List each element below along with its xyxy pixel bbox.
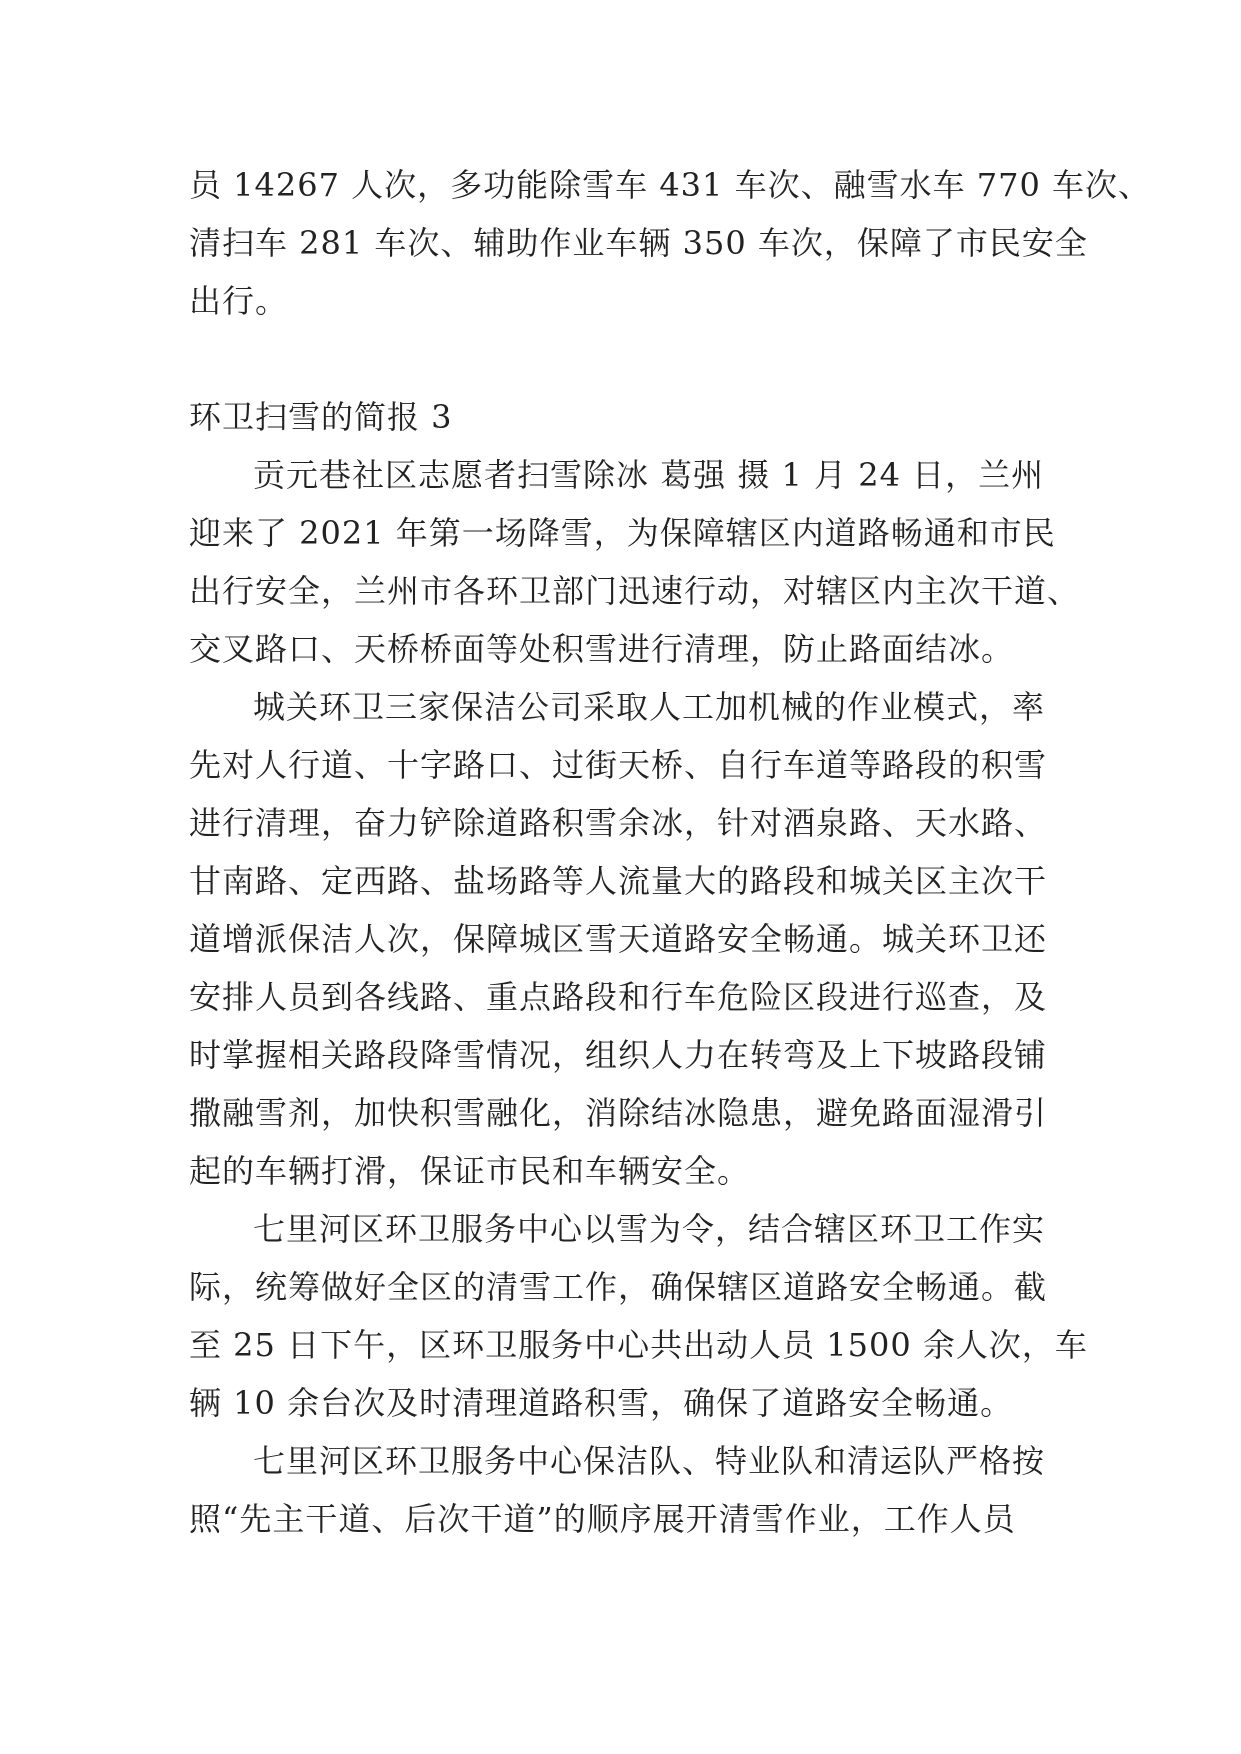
section-heading: 环卫扫雪的简报 3: [189, 398, 453, 436]
paragraph-line: 交叉路口、天桥桥面等处积雪进行清理，防止路面结冰。: [189, 630, 1015, 668]
paragraph-line: 至 25 日下午，区环卫服务中心共出动人员 1500 余人次，车: [189, 1326, 1088, 1364]
paragraph-line: 照“先主干道、后次干道”的顺序展开清雪作业，工作人员: [189, 1500, 1016, 1538]
paragraph-line: 员 14267 人次，多功能除雪车 431 车次、融雪水车 770 车次、: [189, 166, 1151, 204]
paragraph-line: 际，统筹做好全区的清雪工作，确保辖区道路安全畅通。截: [189, 1268, 1048, 1306]
paragraph-line: 出行安全，兰州市各环卫部门迅速行动，对辖区内主次干道、: [189, 572, 1081, 610]
paragraph-line: 起的车辆打滑，保证市民和车辆安全。: [189, 1152, 751, 1190]
paragraph-line: 道增派保洁人次，保障城区雪天道路安全畅通。城关环卫还: [189, 920, 1048, 958]
paragraph-line: 城关环卫三家保洁公司采取人工加机械的作业模式，率: [253, 688, 1046, 726]
paragraph-line: 清扫车 281 车次、辅助作业车辆 350 车次，保障了市民安全: [189, 224, 1088, 262]
paragraph-line: 迎来了 2021 年第一场降雪，为保障辖区内道路畅通和市民: [189, 514, 1056, 552]
paragraph-line: 先对人行道、十字路口、过街天桥、自行车道等路段的积雪: [189, 746, 1048, 784]
paragraph-line: 七里河区环卫服务中心保洁队、特业队和清运队严格按: [253, 1442, 1046, 1480]
paragraph-line: 七里河区环卫服务中心以雪为令，结合辖区环卫工作实: [253, 1210, 1046, 1248]
paragraph-line: 贡元巷社区志愿者扫雪除冰 葛强 摄 1 月 24 日，兰州: [253, 456, 1045, 494]
paragraph-line: 出行。: [189, 282, 289, 320]
paragraph-line: 辆 10 余台次及时清理道路积雪，确保了道路安全畅通。: [189, 1384, 1014, 1422]
paragraph-line: 安排人员到各线路、重点路段和行车危险区段进行巡查，及: [189, 978, 1048, 1016]
paragraph-line: 时掌握相关路段降雪情况，组织人力在转弯及上下坡路段铺: [189, 1036, 1048, 1074]
paragraph-line: 甘南路、定西路、盐场路等人流量大的路段和城关区主次干: [189, 862, 1048, 900]
paragraph-line: 进行清理，奋力铲除道路积雪余冰，针对酒泉路、天水路、: [189, 804, 1048, 842]
paragraph-line: 撒融雪剂，加快积雪融化，消除结冰隐患，避免路面湿滑引: [189, 1094, 1048, 1132]
